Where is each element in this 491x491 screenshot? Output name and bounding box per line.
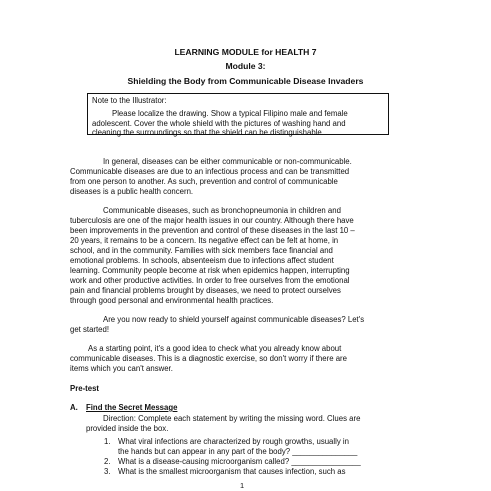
section-title: Find the Secret Message (86, 403, 178, 412)
text-line: emotional problems. In schools, absenteeism due to infections affect student (70, 256, 334, 265)
text-line: diseases is a public health concern. (70, 187, 194, 196)
text-line: work and other productive activities. In order to free ourselves from the emotional (70, 276, 350, 285)
text-line: As a starting point, it's a good idea to check what you already know about (88, 344, 342, 353)
text-line: been improvements in the prevention and control of these diseases in the last 10 – (70, 226, 355, 235)
text-line: tuberculosis are one of the major health issues in our country. Although there have (70, 216, 354, 225)
item-number: 3. (104, 467, 111, 476)
note-line: Please localize the drawing. Show a typical Filipino male and female (112, 109, 348, 118)
lesson-title: Shielding the Body from Communicable Disease Invaders (127, 76, 364, 86)
text-line: Communicable diseases are due to an infectious process and can be transmitted (70, 167, 350, 176)
text-line: items which you can't answer. (70, 364, 173, 373)
note-line: cleaning the surroundings so that the shield can be distinguishable (92, 128, 322, 137)
direction-line: provided inside the box. (86, 424, 169, 433)
text-line: from one person to another. As such, prevention and control of communicable (70, 177, 338, 186)
item-text: What is the smallest microorganism that causes infection, such as (118, 467, 346, 476)
note-title: Note to the Illustrator: (92, 96, 167, 105)
text-line: 20 years, it remains to be a concern. Its negative effect can be felt at home, in (70, 236, 339, 245)
direction-line: Direction: Complete each statement by writing the missing word. Clues are (103, 414, 361, 423)
text-line: Communicable diseases, such as bronchopneumonia in children and (103, 206, 341, 215)
item-text: What viral infections are characterized by rough growths, usually in (118, 437, 349, 446)
text-line: In general, diseases can be either communicable or non-communicable. (103, 157, 352, 166)
item-text: the hands but can appear in any part of the body? _______________ (118, 447, 358, 456)
text-line: through good personal and environmental health practices. (70, 296, 274, 305)
page-number: 1 (240, 481, 245, 490)
item-text: What is a disease-causing microorganism called? ________________ (118, 457, 361, 466)
section-letter: A. (70, 403, 78, 412)
text-line: learning. Community people become at risk when epidemics happen, interrupting (70, 266, 350, 275)
note-line: adolescent. Cover the whole shield with the pictures of washing hand and (92, 119, 346, 128)
module-title: LEARNING MODULE for HEALTH 7 (174, 47, 317, 57)
text-line: Are you now ready to shield yourself against communicable diseases? Let's (103, 315, 365, 324)
illustrator-note-box (87, 93, 389, 135)
text-line: pain and financial problems brought by diseases, we need to protect ourselves (70, 286, 341, 295)
item-number: 1. (104, 437, 111, 446)
text-line: school, and in the community. Families with sick members face financial and (70, 246, 333, 255)
item-number: 2. (104, 457, 111, 466)
module-number: Module 3: (225, 61, 266, 71)
pretest-heading: Pre-test (70, 384, 100, 393)
text-line: communicable diseases. This is a diagnostic exercise, so don't worry if there are (70, 354, 347, 363)
text-line: get started! (70, 325, 110, 334)
